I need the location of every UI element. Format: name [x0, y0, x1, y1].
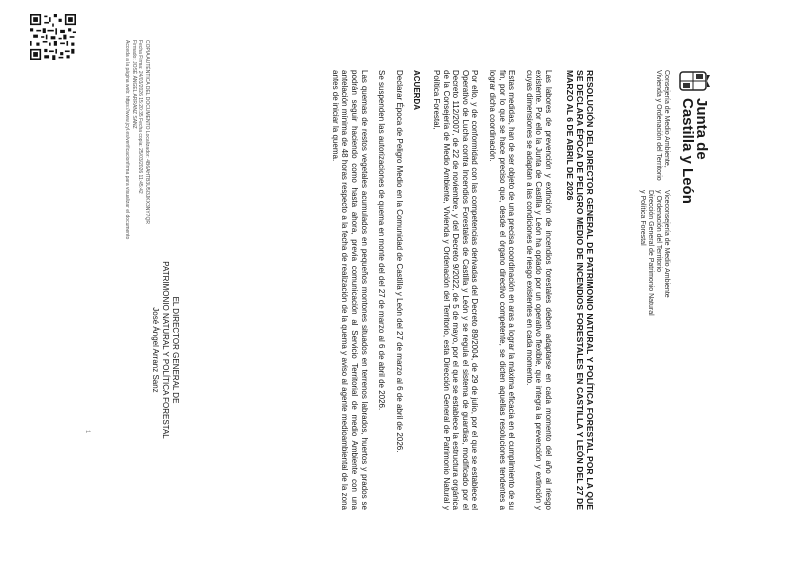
page-number: 1	[84, 430, 90, 434]
dept-right-line: Viceconsejería de Medio Ambiente	[663, 190, 670, 298]
dept-right-line: y Política Forestal	[639, 190, 646, 246]
agreement-paragraph: Declarar Época de Peligro Medio en la Comunidad de Castilla y León del 27 de marzo al 6 de abril de 2026.	[394, 70, 404, 453]
document-title: RESOLUCIÓN DEL DIRECTOR GENERAL DE PATRIMONIO NATURAL Y POLÍTICA FORESTAL POR LA QUE SE DECLARA ÉPOCA DE PELIGRO MEDIO DE INCENDIOS FORESTALES EN CASTILLA Y LEÓN DEL 27 DE MARZO AL 6 DE ABRIL DE 2026	[565, 70, 595, 510]
footer-line: COPIA AUTÉNTICA DEL DOCUMENTO Localizador: 4B6AHTB3U5I3JKX3NY7QR	[144, 40, 150, 224]
footer-line: Firmado: JOSÉ ÁNGEL ARRANZ SANZ	[131, 40, 137, 129]
document-body	[322, 70, 595, 510]
agreement-paragraph: Se suspenden las autorizaciones de quema en monte del del 27 de marzo al 6 de abril de 2026.	[377, 70, 387, 411]
signer-name: José Ángel Arranz Sanz	[151, 307, 160, 393]
dept-right-line: Dirección General de Patrimonio Natural	[647, 190, 654, 316]
dept-left-line: Vivienda y Ordenación del Territorio	[655, 70, 662, 181]
letterhead	[630, 70, 710, 490]
agreement-paragraph: Las quemas de restos vegetales acumulados en pequeños montones situados en terrenos labrados, huertos y prados se podrán seguir haciendo como hasta ahora, previa comunicación al Servicio Territorial de medio Ambiente con una antelación mínima de 48 horas respecto a la fecha de realización de la quema y aviso al agente medioambiental de la zona antes de iniciar la quema.	[330, 70, 369, 510]
paragraph: Por ello, y de conformidad con las competencias derivadas del Decreto 89/2004, de 29 de julio, por el que se establece el Operativo de Lucha contra Incendios Forestales de Castilla y León y se regula el sistema de guardias, modificado por el Decreto 112/2007, de 22 de noviembre, y del Decreto 9/2022, de 5 de mayo, por el que se establece la estructura orgánica de la Consejería de Medio Ambiente, Vivienda y Ordenación del Territorio, esta Dirección General de Patrimonio Natural y Política Forestal,	[432, 70, 480, 510]
brand-line-1: Junta de	[693, 98, 710, 160]
signature-block	[150, 260, 180, 440]
dept-right-line: y Ordenación del Territorio	[655, 190, 662, 272]
verification-footer	[124, 40, 150, 240]
dept-left-line: Consejería de Medio Ambiente,	[663, 70, 670, 168]
footer-line: Fecha Firma: 24/03/2026 15:20:35 Fecha copia: 25/03/2026 11:45:42	[137, 40, 144, 194]
brand-line-2: Castilla y León	[679, 98, 696, 204]
brand-name	[680, 98, 708, 204]
signature-line-1: EL DIRECTOR GENERAL DE	[171, 296, 180, 404]
coat-of-arms-icon	[676, 70, 710, 92]
paragraph: Estas medidas, han de ser objeto de una precisa coordinación en aras a lograr la máxima eficacia en el cumplimiento de su fin, por lo que se hace preciso que, desde el órgano directivo competente, se dicten aquellas resoluciones tendentes a lograr dicha coordinación.	[488, 70, 517, 510]
section-heading: ACUERDA	[412, 70, 422, 110]
footer-line: Acceda a la página web: https://www.jcyl.es/verificacionfirma para visualizar el documento	[124, 40, 131, 240]
department-left	[654, 70, 670, 181]
paragraph: Las labores de prevención y extinción de incendios forestales deben adaptarse en cada momento del año al riesgo existente. Por ello la Junta de Castilla y León ha optado por un operativo flexible, que integra la prevención y extinción y cuyas dimensiones se adaptan a las condiciones de riesgo existentes en cada momento.	[524, 70, 553, 510]
signature-line-2: PATRIMONIO NATURAL Y POLÍTICA FORESTAL	[161, 261, 170, 439]
department-right	[638, 190, 670, 316]
